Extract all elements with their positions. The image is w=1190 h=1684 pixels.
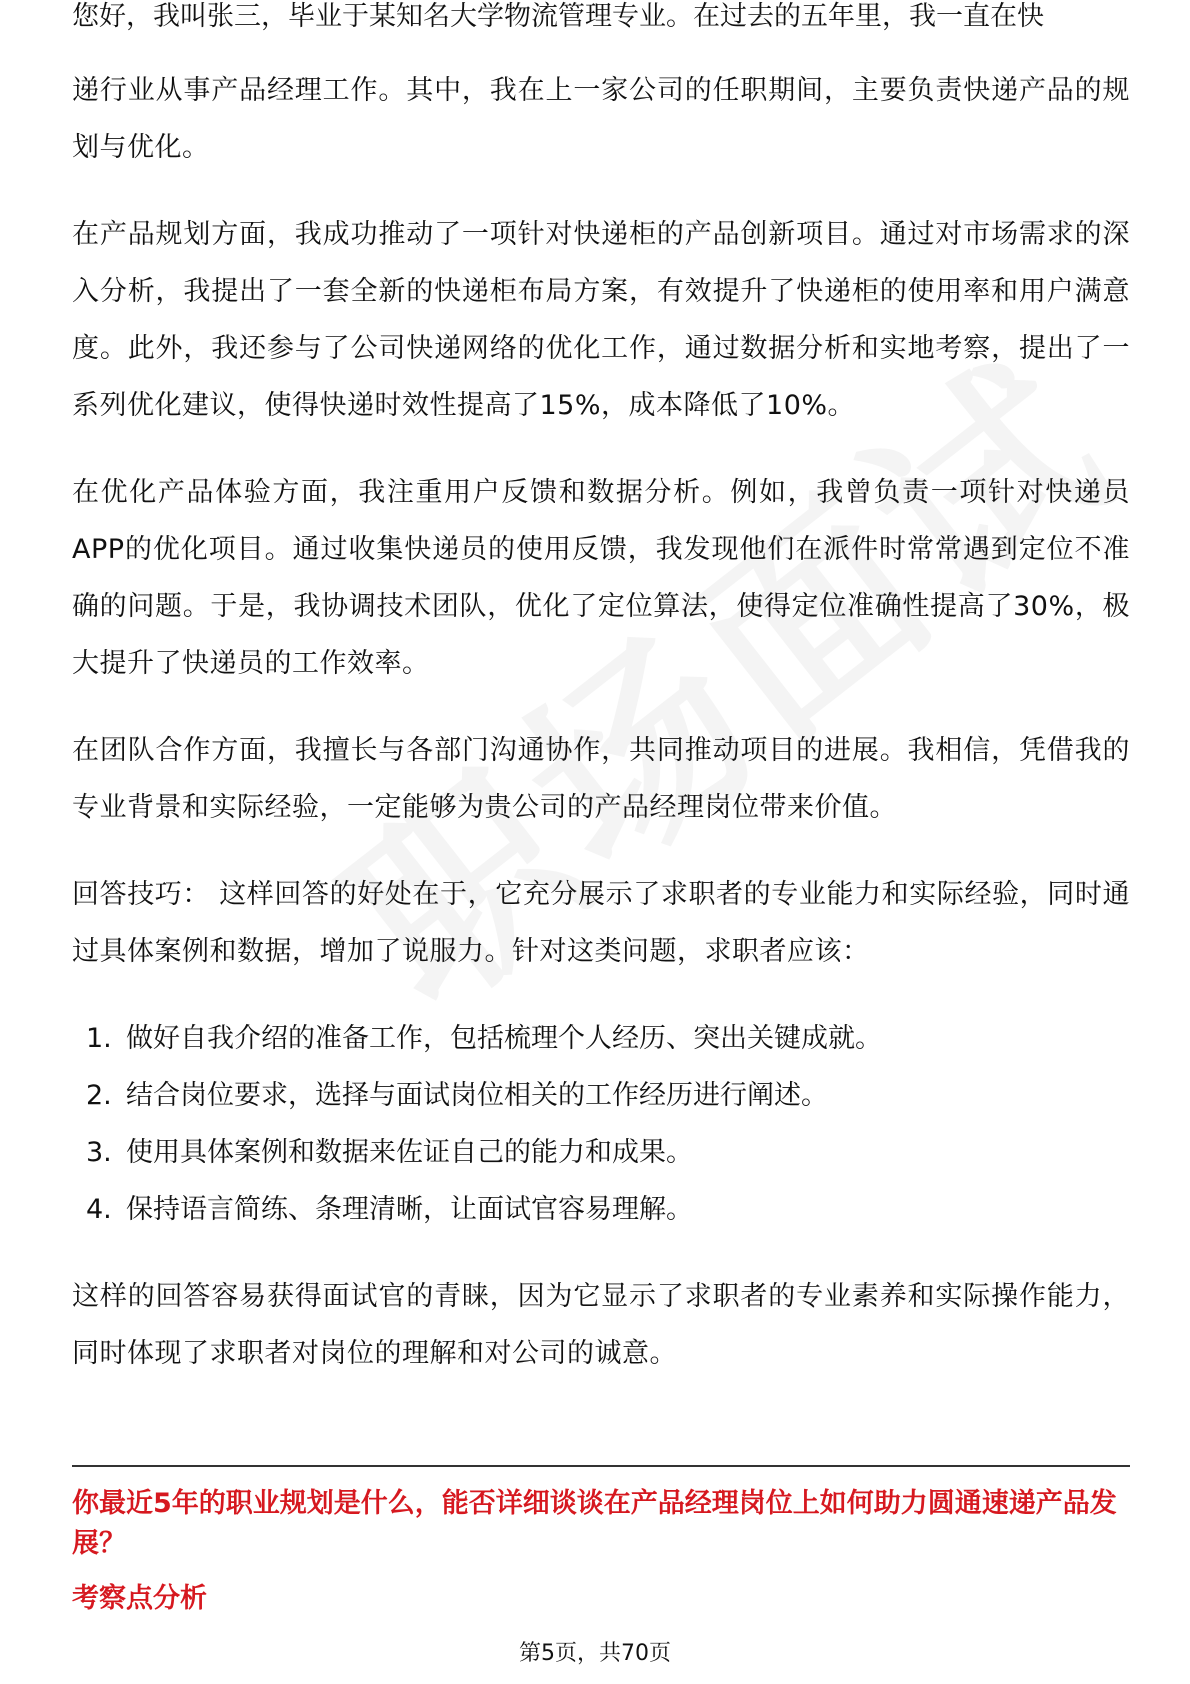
list-item bbox=[72, 1010, 1130, 1067]
list-number: 1. bbox=[86, 1023, 112, 1054]
paragraph-product-planning: 在产品规划方面，我成功推动了一项针对快递柜的产品创新项目。通过对市场需求的深入分析，我提出了一套全新的快递柜布局方案，有效提升了快递柜的使用率和用户满意度。此外，我还参与了公司快递网络的优化工作，通过数据分析和实地考察，提出了一系列优化建议，使得快递时效性提高了15%，成本降低了10%。 bbox=[72, 219, 1130, 421]
list-text: 做好自我介绍的准备工作，包括梳理个人经历、突出关键成就。 bbox=[126, 1023, 882, 1054]
list-item bbox=[72, 1124, 1130, 1181]
list-text: 保持语言简练、条理清晰，让面试官容易理解。 bbox=[126, 1194, 693, 1225]
paragraph-teamwork: 在团队合作方面，我擅长与各部门沟通协作，共同推动项目的进展。我相信，凭借我的专业背景和实际经验，一定能够为贵公司的产品经理岗位带来价值。 bbox=[72, 735, 1130, 823]
page-footer: 第5页，共70页 bbox=[519, 1641, 671, 1666]
list-number: 3. bbox=[86, 1137, 112, 1168]
analysis-subheading: 考察点分析 bbox=[72, 1583, 207, 1614]
list-text: 使用具体案例和数据来佐证自己的能力和成果。 bbox=[126, 1137, 693, 1168]
tips-list bbox=[72, 1010, 1130, 1238]
list-number: 2. bbox=[86, 1080, 112, 1111]
paragraph-conclusion: 这样的回答容易获得面试官的青睐，因为它显示了求职者的专业素养和实际操作能力，同时体现了求职者对岗位的理解和对公司的诚意。 bbox=[72, 1281, 1130, 1369]
paragraph-intro: 递行业从事产品经理工作。其中，我在上一家公司的任职期间，主要负责快递产品的规划与优化。 bbox=[72, 75, 1130, 163]
clipped-line: 您好，我叫张三，毕业于某知名大学物流管理专业。在过去的五年里，我一直在快 bbox=[72, 1, 1044, 32]
list-item bbox=[72, 1181, 1130, 1238]
list-number: 4. bbox=[86, 1194, 112, 1225]
list-text: 结合岗位要求，选择与面试岗位相关的工作经历进行阐述。 bbox=[126, 1080, 828, 1111]
question-heading: 你最近5年的职业规划是什么，能否详细谈谈在产品经理岗位上如何助力圆通速递产品发展？ bbox=[72, 1488, 1117, 1559]
list-item bbox=[72, 1067, 1130, 1124]
paragraph-answer-tips: 回答技巧： 这样回答的好处在于，它充分展示了求职者的专业能力和实际经验，同时通过具体案例和数据，增加了说服力。针对这类问题，求职者应该： bbox=[72, 879, 1130, 967]
document-body bbox=[72, 1, 1130, 1412]
section-divider bbox=[72, 1465, 1130, 1467]
paragraph-product-experience: 在优化产品体验方面，我注重用户反馈和数据分析。例如，我曾负责一项针对快递员APP的优化项目。通过收集快递员的使用反馈，我发现他们在派件时常常遇到定位不准确的问题。于是，我协调技术团队，优化了定位算法，使得定位准确性提高了30%，极大提升了快递员的工作效率。 bbox=[72, 477, 1130, 679]
